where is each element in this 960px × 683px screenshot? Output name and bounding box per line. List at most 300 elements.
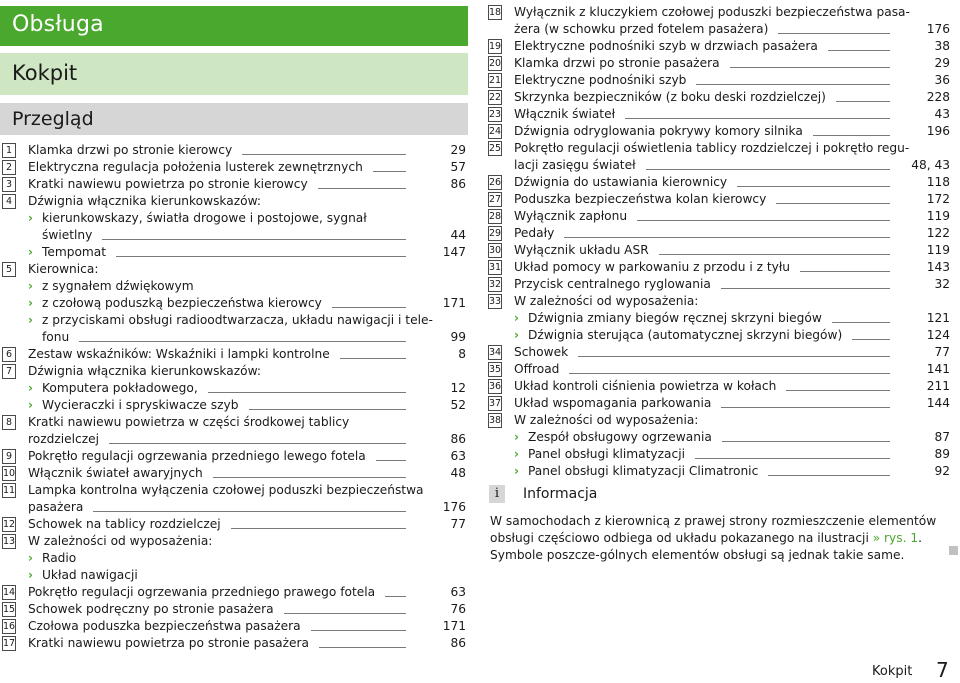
legend-text: Tempomat [42,245,107,259]
chapter-header-kokpit [0,53,468,95]
legend-text: świetlny [42,228,93,242]
legend-row [2,159,466,176]
legend-item [2,142,466,159]
legend-text: Zestaw wskaźników: Wskaźniki i lampki kontrolne [28,347,330,361]
legend-row [488,157,950,174]
page-reference[interactable]: 87 [934,430,950,444]
legend-number-box: 29 [489,228,502,239]
leader-line [284,613,406,614]
legend-text: Dźwignia zmiany biegów ręcznej skrzyni biegów [528,311,822,325]
page-reference[interactable]: 63 [450,449,466,463]
figure-reference-link[interactable]: » rys. 1 [872,531,919,545]
page-reference[interactable]: 121 [926,311,950,325]
legend-text: Wyłącznik układu ASR [514,243,649,257]
chevron-right-icon: › [514,464,519,478]
chevron-right-icon: › [28,568,33,582]
chevron-right-icon: › [28,313,33,327]
legend-row [488,140,950,157]
legend-item [488,106,950,123]
page-reference[interactable]: 32 [934,277,950,291]
page-reference[interactable]: 12 [450,381,466,395]
legend-number-box: 27 [489,194,502,205]
page-reference[interactable]: 63 [450,585,466,599]
legend-number-box: 24 [489,126,502,137]
legend-number-box: 35 [489,364,502,375]
legend-item [2,465,466,482]
leader-line [102,239,406,240]
legend-number-box: 36 [489,381,502,392]
legend-row [488,174,950,191]
page-reference[interactable]: 57 [450,160,466,174]
legend-text: Schowek [514,345,569,359]
leader-line [569,373,890,374]
legend-row [2,142,466,159]
chevron-right-icon: › [28,551,33,565]
leader-line [332,307,406,308]
leader-line [768,475,890,476]
legend-row [2,550,466,567]
legend-row [488,412,950,429]
legend-item [488,276,950,293]
legend-text: Czołowa poduszka bezpieczeństwa pasażera [28,619,301,633]
legend-text: kierunkowskazy, światła drogowe i postojowe, sygnał [42,211,367,225]
legend-item [2,482,466,516]
legend-text: Wycieraczki i spryskiwacze szyb [42,398,239,412]
page-reference[interactable]: 144 [926,396,950,410]
page-reference[interactable]: 86 [450,432,466,446]
legend-text: pasażera [28,500,84,514]
legend-number-box: 20 [489,58,502,69]
legend-item [2,618,466,635]
legend-text: Układ kontroli ciśnienia powietrza w kołach [514,379,777,393]
legend-text: Dźwignia do ustawiania kierownicy [514,175,728,189]
leader-line [722,441,890,442]
page-reference[interactable]: 176 [442,500,466,514]
legend-item [2,533,466,584]
legend-row [488,21,950,38]
chevron-right-icon: › [514,430,519,444]
legend-row [488,463,950,480]
legend-row [488,259,950,276]
legend-item [488,208,950,225]
legend-row [488,123,950,140]
page-reference[interactable]: 43 [934,107,950,121]
leader-line [578,356,890,357]
legend-row [2,210,466,227]
page-reference[interactable]: 86 [450,177,466,191]
legend-item [2,635,466,652]
leader-line [376,460,406,461]
page-reference[interactable]: 99 [450,330,466,344]
legend-text: Panel obsługi klimatyzacji [528,447,685,461]
leader-line [79,341,406,342]
legend-text: W zależności od wyposażenia: [28,534,213,548]
legend-item [2,176,466,193]
page-reference[interactable]: 119 [926,209,950,223]
page-reference[interactable]: 48, 43 [911,158,950,172]
section-title: Obsługa [12,12,104,37]
legend-row [488,225,950,242]
legend-row [2,465,466,482]
chevron-right-icon: › [28,296,33,310]
legend-text: Elektryczna regulacja położenia lusterek zewnętrznych [28,160,363,174]
page-reference[interactable]: 171 [442,619,466,633]
page-reference[interactable]: 122 [926,226,950,240]
legend-row [2,329,466,346]
legend-row [488,361,950,378]
legend-text: Kratki nawiewu powietrza po stronie kierowcy [28,177,308,191]
leader-line [231,528,406,529]
legend-row [2,176,466,193]
legend-number-box: 19 [489,41,502,52]
legend-text: fonu [42,330,70,344]
leader-line [93,511,406,512]
leader-line [625,118,890,119]
leader-line [786,390,890,391]
legend-text: Włącznik świateł awaryjnych [28,466,203,480]
legend-number-box: 13 [3,536,16,547]
page-reference[interactable]: 147 [442,245,466,259]
chevron-right-icon: › [28,398,33,412]
legend-row [2,244,466,261]
subsection-header-przeglad [0,103,468,135]
legend-item [2,363,466,414]
legend-text: W zależności od wyposażenia: [514,413,699,427]
legend-text: Komputera pokładowego, [42,381,198,395]
legend-item [2,584,466,601]
legend-text: z sygnałem dźwiękowym [42,279,194,293]
legend-item [488,412,950,480]
legend-text: Offroad [514,362,560,376]
leader-line [800,271,890,272]
legend-number-box: 33 [489,296,502,307]
legend-row [2,363,466,380]
legend-item [488,4,950,38]
section-end-marker [949,546,958,555]
legend-row [488,344,950,361]
legend-row [2,635,466,652]
page-reference[interactable]: 8 [458,347,466,361]
legend-text: Układ nawigacji [42,568,138,582]
legend-number-box: 18 [489,7,502,18]
legend-text: Klamka drzwi po stronie pasażera [514,56,720,70]
legend-text: Poduszka bezpieczeństwa kolan kierowcy [514,192,767,206]
page-reference[interactable]: 141 [926,362,950,376]
legend-number-box: 31 [489,262,502,273]
legend-item [2,261,466,346]
legend-row [488,378,950,395]
legend-text: Pokrętło regulacji ogrzewania przedniego lewego fotela [28,449,366,463]
legend-row [2,397,466,414]
legend-item [488,378,950,395]
legend-item [488,361,950,378]
legend-text: Układ pomocy w parkowaniu z przodu i z tyłu [514,260,791,274]
legend-item [2,159,466,176]
legend-text: Lampka kontrolna wyłączenia czołowej poduszki bezpieczeństwa [28,483,424,497]
legend-text: Włącznik świateł [514,107,616,121]
legend-item [488,72,950,89]
legend-text: Panel obsługi klimatyzacji Climatronic [528,464,759,478]
chevron-right-icon: › [514,447,519,461]
legend-text: Elektryczne podnośniki szyb [514,73,687,87]
page-reference[interactable]: 172 [926,192,950,206]
page-reference[interactable]: 228 [926,90,950,104]
legend-text: rozdzielczej [28,432,99,446]
legend-row [2,584,466,601]
legend-row [2,618,466,635]
leader-line [249,409,406,410]
leader-line [646,169,890,170]
page-reference[interactable]: 38 [934,39,950,53]
legend-text: z przyciskami obsługi radioodtwarzacza, układu nawigacji i tele- [42,313,433,327]
legend-row [2,516,466,533]
legend-row [488,4,950,21]
page-reference[interactable]: 77 [934,345,950,359]
legend-number-box: 34 [489,347,502,358]
chevron-right-icon: › [514,328,519,342]
legend-number-box: 7 [2,364,16,379]
legend-row [2,533,466,550]
legend-row [488,191,950,208]
leader-line [776,203,890,204]
legend-number-box: 22 [489,92,502,103]
legend-text: Dźwignia włącznika kierunkowskazów: [28,364,261,378]
legend-text: z czołową poduszką bezpieczeństwa kierowcy [42,296,322,310]
legend-list-right [488,4,950,480]
legend-text: lacji zasięgu świateł [514,158,636,172]
legend-text: Pedały [514,226,555,240]
legend-text: Zespół obsługowy ogrzewania [528,430,712,444]
legend-row [2,261,466,278]
legend-text: żera (w schowku przed fotelem pasażera) [514,22,769,36]
legend-item [488,174,950,191]
legend-text: W zależności od wyposażenia: [514,294,699,308]
legend-number-box: 6 [2,347,16,362]
legend-number-box: 37 [489,398,502,409]
legend-text: Przycisk centralnego ryglowania [514,277,711,291]
leader-line [564,237,890,238]
page-reference[interactable]: 52 [450,398,466,412]
legend-text: Pokrętło regulacji oświetlenia tablicy rozdzielczej i pokrętło regu- [514,141,910,155]
page-reference[interactable]: 36 [934,73,950,87]
legend-text: Klamka drzwi po stronie kierowcy [28,143,233,157]
leader-line [637,220,890,221]
legend-item [488,191,950,208]
legend-row [488,106,950,123]
legend-row [488,55,950,72]
legend-item [488,123,950,140]
legend-number-box: 21 [489,75,502,86]
legend-number-box: 26 [489,177,502,188]
legend-text: Kierownica: [28,262,99,276]
legend-number-box: 8 [2,415,16,430]
legend-row [488,395,950,412]
legend-number-box: 9 [2,449,16,464]
footer-page-number: 7 [936,658,949,682]
legend-item [2,516,466,533]
leader-line [832,322,890,323]
page-reference[interactable]: 48 [450,466,466,480]
legend-text: Schowek na tablicy rozdzielczej [28,517,221,531]
leader-line [385,596,406,597]
legend-row [488,293,950,310]
section-header-obsluga [0,6,468,46]
leader-line [852,339,890,340]
leader-line [721,407,890,408]
page-reference[interactable]: 196 [926,124,950,138]
leader-line [778,33,890,34]
legend-text: Kratki nawiewu powietrza po stronie pasażera [28,636,310,650]
page-reference[interactable]: 176 [926,22,950,36]
legend-number-box: 14 [3,587,16,598]
legend-text: Pokrętło regulacji ogrzewania przedniego prawego fotela [28,585,376,599]
info-title: Informacja [523,486,598,502]
legend-row [2,380,466,397]
info-text-before: W samochodach z kierownicą z prawej strony rozmieszczenie elementów obsługi częściowo odbiega od układu pokazanego na ilustracji [490,514,937,545]
leader-line [828,50,890,51]
page-reference[interactable]: 119 [926,243,950,257]
info-paragraph [490,513,945,564]
legend-number-box: 32 [489,279,502,290]
legend-text: Dźwignia włącznika kierunkowskazów: [28,194,261,208]
legend-row [2,295,466,312]
legend-item [488,293,950,344]
legend-number-box: 17 [3,638,16,649]
legend-row [488,446,950,463]
legend-row [2,346,466,363]
page-reference[interactable]: 143 [926,260,950,274]
leader-line [311,630,406,631]
leader-line [695,458,890,459]
legend-row [2,499,466,516]
chevron-right-icon: › [28,245,33,259]
legend-row [488,89,950,106]
legend-row [2,312,466,329]
chevron-right-icon: › [28,279,33,293]
info-text-after: . Symbole poszcze-gólnych elementów obsługi są jednak takie same. [490,531,922,562]
chapter-title: Kokpit [12,61,78,85]
leader-line [213,477,406,478]
leader-line [836,101,890,102]
legend-list-left [2,142,466,652]
page-reference[interactable]: 89 [934,447,950,461]
leader-line [318,188,406,189]
legend-row [488,208,950,225]
chevron-right-icon: › [28,381,33,395]
legend-item [488,259,950,276]
page-reference[interactable]: 211 [926,379,950,393]
legend-item [2,448,466,465]
legend-text: Wyłącznik z kluczykiem czołowej poduszki bezpieczeństwa pasa- [514,5,910,19]
leader-line [721,288,890,289]
leader-line [373,171,406,172]
chevron-right-icon: › [514,311,519,325]
legend-item [2,346,466,363]
leader-line [730,67,890,68]
leader-line [208,392,406,393]
legend-text: Skrzynka bezpieczników (z boku deski rozdzielczej) [514,90,826,104]
legend-number-box: 30 [489,245,502,256]
chevron-right-icon: › [28,211,33,225]
legend-text: Wyłącznik zapłonu [514,209,628,223]
legend-number-box: 3 [2,177,16,192]
legend-row [2,482,466,499]
legend-number-box: 2 [2,160,16,175]
legend-text: Układ wspomagania parkowania [514,396,712,410]
legend-number-box: 23 [489,109,502,120]
legend-text: Dźwignia sterująca (automatycznej skrzyni biegów) [528,328,843,342]
leader-line [696,84,890,85]
legend-number-box: 5 [2,262,16,277]
legend-row [2,414,466,431]
legend-item [488,140,950,174]
page-reference[interactable]: 29 [934,56,950,70]
legend-row [488,38,950,55]
legend-row [488,276,950,293]
leader-line [340,358,406,359]
legend-row [2,567,466,584]
legend-number-box: 11 [3,485,16,496]
legend-item [488,225,950,242]
legend-number-box: 15 [3,604,16,615]
legend-item [488,242,950,259]
legend-item [488,55,950,72]
legend-number-box: 1 [2,143,16,158]
legend-item [488,344,950,361]
legend-item [488,38,950,55]
info-icon: i [489,485,505,503]
legend-row [488,429,950,446]
legend-row [2,431,466,448]
legend-item [2,414,466,448]
page-reference[interactable]: 44 [450,228,466,242]
legend-item [488,89,950,106]
page-reference[interactable]: 86 [450,636,466,650]
page-reference[interactable]: 77 [450,517,466,531]
legend-row [488,327,950,344]
legend-row [488,242,950,259]
subsection-title: Przegląd [12,108,94,130]
legend-number-box: 12 [3,519,16,530]
page-reference[interactable]: 92 [934,464,950,478]
leader-line [319,647,406,648]
footer-chapter: Kokpit [872,664,913,679]
legend-item [488,395,950,412]
leader-line [116,256,406,257]
legend-text: Kratki nawiewu powietrza w części środkowej tablicy [28,415,350,429]
page-reference[interactable]: 29 [450,143,466,157]
legend-number-box: 16 [3,621,16,632]
legend-row [488,310,950,327]
page-reference[interactable]: 171 [442,296,466,310]
legend-number-box: 10 [3,468,16,479]
page-reference[interactable]: 124 [926,328,950,342]
legend-row [2,448,466,465]
legend-row [2,193,466,210]
legend-text: Dźwignia odryglowania pokrywy komory silnika [514,124,803,138]
legend-number-box: 38 [489,415,502,426]
legend-text: Elektryczne podnośniki szyb w drzwiach pasażera [514,39,818,53]
leader-line [737,186,890,187]
legend-row [2,278,466,295]
legend-number-box: 25 [489,143,502,154]
legend-item [2,601,466,618]
page-reference[interactable]: 118 [926,175,950,189]
leader-line [109,443,406,444]
page-reference[interactable]: 76 [450,602,466,616]
legend-row [488,72,950,89]
legend-text: Schowek podręczny po stronie pasażera [28,602,274,616]
